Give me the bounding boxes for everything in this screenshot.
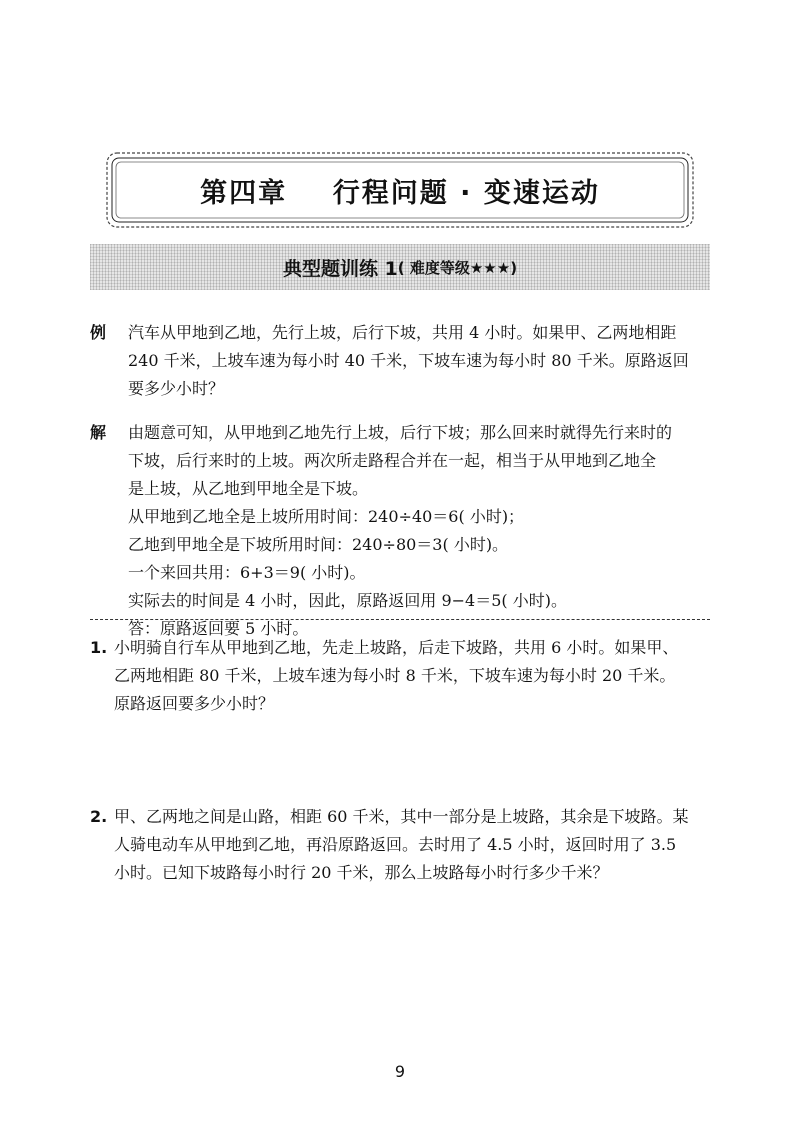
solution-line: 是上坡，从乙地到甲地全是下坡。 [128, 479, 369, 498]
solution-line: 实际去的时间是 4 小时，因此，原路返回用 9−4＝5( 小时)。 [128, 591, 567, 610]
solution-line: 从甲地到乙地全是上坡所用时间：240÷40＝6( 小时)； [128, 507, 525, 526]
problem-number: 1. [90, 638, 108, 657]
solution-marker: 解 [90, 423, 107, 442]
solution-line: 由题意可知，从甲地到乙地先行上坡，后行下坡；那么回来时就得先行来时的 [128, 423, 673, 442]
chapter-banner [106, 152, 694, 228]
solution-line: 一个来回共用：6+3＝9( 小时)。 [128, 563, 366, 582]
problem-text [114, 634, 710, 718]
section-title: 典型题训练 1 [282, 257, 398, 280]
example-marker: 例 [90, 323, 107, 342]
example-block [90, 319, 710, 403]
problem-1 [90, 634, 710, 718]
problem-number: 2. [90, 807, 108, 826]
problem-line: 乙两地相距 80 千米，上坡车速为每小时 8 千米，下坡车速为每小时 20 千米。 [114, 666, 676, 685]
problem-2 [90, 803, 710, 887]
solution-block [90, 419, 710, 638]
solution-line: 下坡，后行来时的上坡。两次所走路程合并在一起，相当于从甲地到乙地全 [128, 451, 657, 470]
difficulty-label: ( 难度等级★★★) [397, 258, 518, 277]
problem-line: 原路返回要多少小时？ [114, 694, 275, 713]
solution-text [128, 419, 710, 643]
example-line: 240 千米，上坡车速为每小时 40 千米，下坡车速为每小时 80 千米。原路返回 [128, 351, 689, 370]
page-number: 9 [394, 1062, 406, 1081]
problem-line: 甲、乙两地之间是山路，相距 60 千米，其中一部分是上坡路，其余是下坡路。某 [114, 807, 689, 826]
solution-line: 乙地到甲地全是下坡所用时间：240÷80＝3( 小时)。 [128, 535, 509, 554]
problem-text [114, 803, 710, 887]
answer-line: 答：原路返回要 5 小时。 [128, 619, 309, 638]
example-text [128, 319, 710, 403]
example-line: 汽车从甲地到乙地，先行上坡，后行下坡，共用 4 小时。如果甲、乙两地相距 [128, 323, 677, 342]
dashed-divider [90, 619, 710, 620]
problem-line: 人骑电动车从甲地到乙地，再沿原路返回。去时用了 4.5 小时，返回时用了 3.5 [114, 835, 677, 854]
example-line: 要多少小时？ [128, 379, 225, 398]
section-header [90, 244, 710, 290]
chapter-title: 第四章 行程问题 · 变速运动 [200, 177, 600, 209]
problem-line: 小时。已知下坡路每小时行 20 千米，那么上坡路每小时行多少千米？ [114, 863, 609, 882]
problem-line: 小明骑自行车从甲地到乙地，先走上坡路，后走下坡路，共用 6 小时。如果甲、 [114, 638, 679, 657]
